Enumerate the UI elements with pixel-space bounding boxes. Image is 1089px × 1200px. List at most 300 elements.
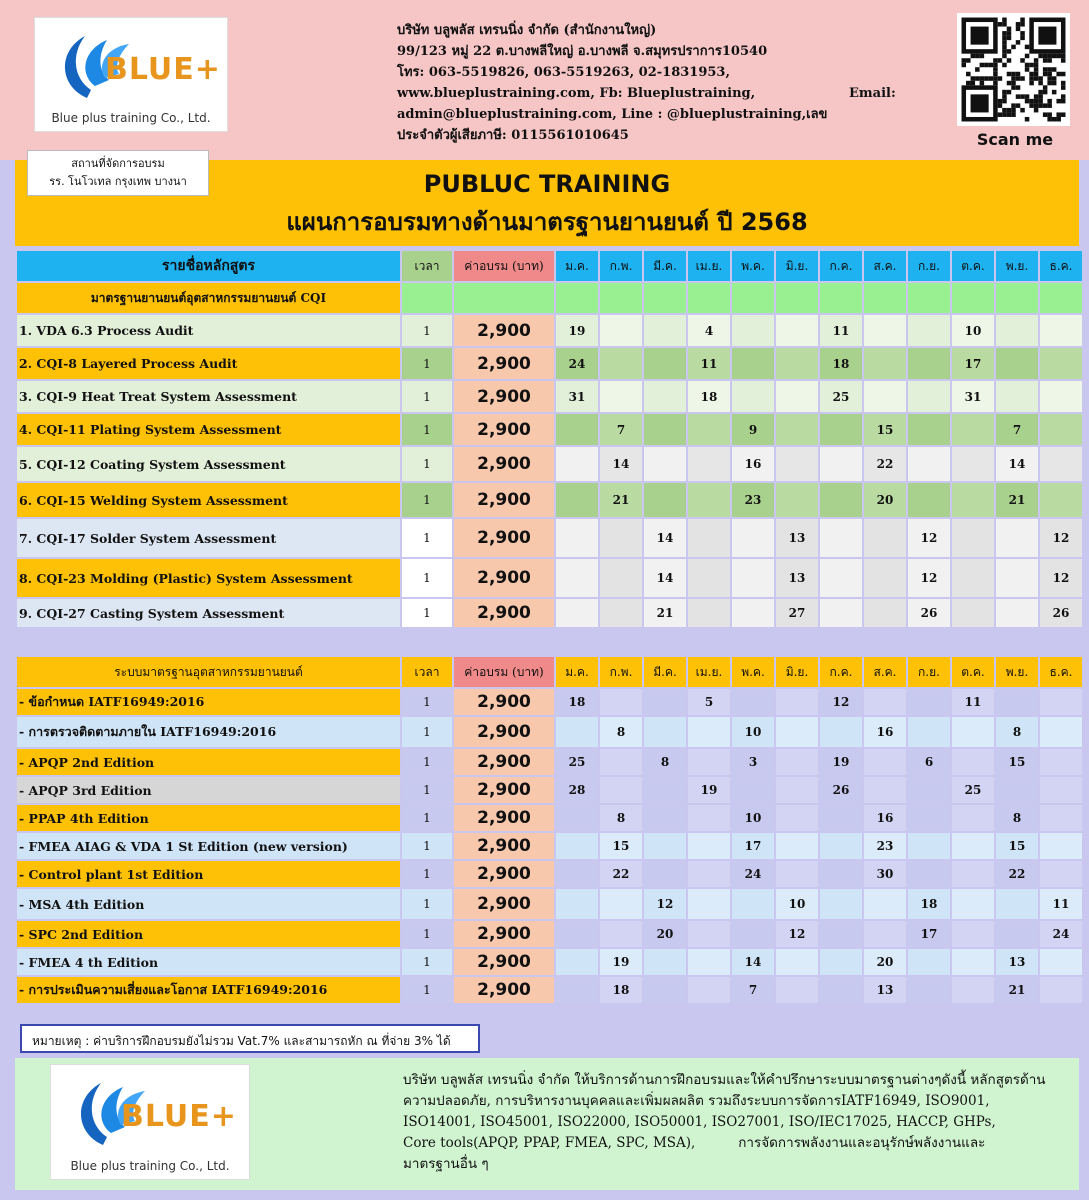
course-date	[644, 348, 686, 379]
course-price: 2,900	[454, 483, 554, 517]
course-date: 5	[688, 689, 730, 715]
scan-me-label: Scan me	[976, 130, 1054, 149]
course-date	[600, 559, 642, 597]
course-date: 13	[776, 559, 818, 597]
qr-code[interactable]	[957, 13, 1070, 126]
course-date	[1040, 717, 1082, 747]
section-header-row	[17, 657, 1082, 687]
course-date	[996, 599, 1038, 627]
course-time: 1	[402, 833, 452, 859]
column-header-month: ม.ค.	[556, 251, 598, 281]
course-date	[820, 861, 862, 887]
company-address	[397, 20, 917, 146]
course-date: 14	[600, 447, 642, 481]
course-date: 22	[600, 861, 642, 887]
course-date	[1040, 689, 1082, 715]
course-date	[556, 889, 598, 919]
table-row	[17, 689, 1082, 715]
table-row	[17, 805, 1082, 831]
course-date: 15	[864, 414, 906, 445]
qr-code-icon	[957, 13, 1070, 126]
course-date	[952, 447, 994, 481]
course-date: 20	[644, 921, 686, 947]
table-row	[17, 749, 1082, 775]
course-time: 1	[402, 519, 452, 557]
course-date	[688, 805, 730, 831]
course-date: 23	[732, 483, 774, 517]
course-date	[688, 889, 730, 919]
column-header-month: พ.ค.	[732, 657, 774, 687]
course-date	[864, 315, 906, 346]
course-date: 17	[952, 348, 994, 379]
course-date: 8	[996, 805, 1038, 831]
course-date: 8	[600, 805, 642, 831]
course-name: - MSA 4th Edition	[17, 889, 400, 919]
course-date	[600, 315, 642, 346]
course-date: 13	[864, 977, 906, 1003]
company-logo	[34, 17, 228, 132]
course-date	[1040, 949, 1082, 975]
course-time: 1	[402, 889, 452, 919]
course-date	[908, 949, 950, 975]
section-filler-cell	[644, 283, 686, 313]
course-date: 8	[600, 717, 642, 747]
course-name: 1. VDA 6.3 Process Audit	[17, 315, 400, 346]
column-header-month: เม.ย.	[688, 657, 730, 687]
course-date: 18	[820, 348, 862, 379]
course-name: 3. CQI-9 Heat Treat System Assessment	[17, 381, 400, 412]
course-date	[776, 414, 818, 445]
table-row	[17, 717, 1082, 747]
page-subtitle: แผนการอบรมทางด้านมาตรฐานยานยนต์ ปี 2568	[286, 208, 808, 236]
course-date	[556, 559, 598, 597]
course-date	[820, 949, 862, 975]
course-date	[776, 749, 818, 775]
course-date	[732, 348, 774, 379]
course-date	[688, 949, 730, 975]
course-date	[644, 949, 686, 975]
cqi-schedule-table	[15, 249, 1084, 629]
footer-logo	[50, 1064, 250, 1180]
course-date	[820, 559, 862, 597]
course-date: 20	[864, 949, 906, 975]
course-date	[556, 599, 598, 627]
tax-id-line: ประจำตัวผู้เสียภาษี: 0115561010645	[397, 128, 629, 143]
course-date	[644, 447, 686, 481]
course-name: - SPC 2nd Edition	[17, 921, 400, 947]
course-date	[600, 381, 642, 412]
course-date: 14	[644, 559, 686, 597]
course-date: 12	[776, 921, 818, 947]
course-date: 7	[732, 977, 774, 1003]
course-date	[996, 381, 1038, 412]
section-filler-cell	[864, 283, 906, 313]
section-filler-cell	[688, 283, 730, 313]
table-row	[17, 414, 1082, 445]
course-date: 12	[908, 519, 950, 557]
course-name: 2. CQI-8 Layered Process Audit	[17, 348, 400, 379]
course-date: 23	[864, 833, 906, 859]
course-date: 24	[556, 348, 598, 379]
table-row	[17, 381, 1082, 412]
course-date	[556, 921, 598, 947]
course-date	[996, 519, 1038, 557]
course-date	[908, 348, 950, 379]
course-date	[820, 889, 862, 919]
column-header-month: ก.ค.	[820, 657, 862, 687]
course-date	[732, 559, 774, 597]
company-footer	[15, 1058, 1079, 1190]
column-header-month: มี.ค.	[644, 251, 686, 281]
email-label: Email:	[849, 86, 896, 101]
course-date	[908, 315, 950, 346]
course-date	[820, 519, 862, 557]
course-date	[776, 949, 818, 975]
course-name: - ข้อกำหนด IATF16949:2016	[17, 689, 400, 715]
table-row	[17, 519, 1082, 557]
course-date	[996, 921, 1038, 947]
course-date	[556, 483, 598, 517]
course-price: 2,900	[454, 861, 554, 887]
course-date: 22	[996, 861, 1038, 887]
course-date	[776, 861, 818, 887]
column-header-month: พ.ค.	[732, 251, 774, 281]
table-row	[17, 483, 1082, 517]
course-date	[600, 348, 642, 379]
course-date: 19	[600, 949, 642, 975]
column-header-month: ม.ค.	[556, 657, 598, 687]
course-date	[820, 921, 862, 947]
course-date	[952, 977, 994, 1003]
course-date	[996, 777, 1038, 803]
course-date: 24	[1040, 921, 1082, 947]
logo-company-name: Blue plus training Co., Ltd.	[70, 1159, 230, 1173]
course-date: 11	[820, 315, 862, 346]
course-date	[820, 833, 862, 859]
course-date: 12	[1040, 519, 1082, 557]
logo-wordmark: BLUE+	[105, 52, 221, 87]
table-row	[17, 833, 1082, 859]
course-name: - APQP 2nd Edition	[17, 749, 400, 775]
course-date	[952, 805, 994, 831]
column-header-month: พ.ย.	[996, 657, 1038, 687]
course-date	[952, 949, 994, 975]
course-date	[688, 749, 730, 775]
course-date	[644, 805, 686, 831]
email-link[interactable]: admin@blueplustraining.com, Line : @blueplustraining,เลข	[397, 107, 828, 122]
course-date: 14	[644, 519, 686, 557]
course-date: 8	[644, 749, 686, 775]
course-date: 11	[688, 348, 730, 379]
course-time: 1	[402, 559, 452, 597]
course-date	[996, 889, 1038, 919]
course-date: 17	[908, 921, 950, 947]
course-date	[1040, 805, 1082, 831]
course-time: 1	[402, 381, 452, 412]
automotive-schedule-table	[15, 655, 1084, 1005]
course-date	[820, 977, 862, 1003]
course-date	[864, 889, 906, 919]
course-date: 26	[820, 777, 862, 803]
footer-line: มาตรฐานอื่น ๆ	[403, 1156, 489, 1172]
course-date: 10	[952, 315, 994, 346]
course-date	[556, 519, 598, 557]
course-date: 28	[556, 777, 598, 803]
course-price: 2,900	[454, 519, 554, 557]
course-date	[1040, 749, 1082, 775]
column-header-month: เม.ย.	[688, 251, 730, 281]
course-date: 16	[864, 717, 906, 747]
course-price: 2,900	[454, 381, 554, 412]
footer-description	[403, 1070, 1073, 1175]
course-time: 1	[402, 348, 452, 379]
logo-wordmark: BLUE+	[121, 1099, 237, 1134]
section-filler-cell	[1040, 283, 1082, 313]
course-date	[776, 381, 818, 412]
course-date	[864, 777, 906, 803]
course-date	[732, 381, 774, 412]
course-date	[1040, 381, 1082, 412]
column-header-month: ธ.ค.	[1040, 657, 1082, 687]
course-date: 11	[952, 689, 994, 715]
course-date	[732, 599, 774, 627]
course-date	[1040, 777, 1082, 803]
course-date	[732, 921, 774, 947]
column-header-month: ส.ค.	[864, 251, 906, 281]
course-date	[776, 447, 818, 481]
course-price: 2,900	[454, 777, 554, 803]
course-date	[864, 921, 906, 947]
course-date: 7	[600, 414, 642, 445]
course-date	[556, 861, 598, 887]
course-date	[908, 977, 950, 1003]
course-date	[644, 381, 686, 412]
course-date	[776, 348, 818, 379]
course-name: - Control plant 1st Edition	[17, 861, 400, 887]
course-date: 18	[556, 689, 598, 715]
course-date	[1040, 861, 1082, 887]
course-date	[996, 348, 1038, 379]
course-date	[644, 689, 686, 715]
course-date	[776, 805, 818, 831]
venue-label: สถานที่จัดการอบรม	[71, 157, 165, 170]
column-header-month: ธ.ค.	[1040, 251, 1082, 281]
course-date	[776, 689, 818, 715]
course-date	[732, 315, 774, 346]
course-date: 18	[908, 889, 950, 919]
table-row	[17, 949, 1082, 975]
section-filler-cell	[600, 283, 642, 313]
table-row	[17, 447, 1082, 481]
course-price: 2,900	[454, 414, 554, 445]
course-date	[688, 483, 730, 517]
address-line: 99/123 หมู่ 22 ต.บางพลีใหญ่ อ.บางพลี จ.สมุทรปราการ10540	[397, 44, 768, 59]
course-price: 2,900	[454, 889, 554, 919]
footer-line: ความปลอดภัย, การบริหารงานบุคคลและเพิ่มผลผลิต รวมถึงระบบการจัดการIATF16949, ISO9001,	[403, 1093, 990, 1109]
course-date	[556, 949, 598, 975]
course-date	[952, 414, 994, 445]
table-row	[17, 889, 1082, 919]
course-name: 5. CQI-12 Coating System Assessment	[17, 447, 400, 481]
course-date	[688, 559, 730, 597]
section-filler-cell	[776, 283, 818, 313]
course-time: 1	[402, 447, 452, 481]
course-date	[908, 447, 950, 481]
course-date: 12	[644, 889, 686, 919]
course-time: 1	[402, 483, 452, 517]
course-date: 30	[864, 861, 906, 887]
course-date	[1040, 414, 1082, 445]
course-date	[644, 861, 686, 887]
course-date	[820, 414, 862, 445]
course-date	[556, 447, 598, 481]
course-date	[556, 977, 598, 1003]
course-name: 9. CQI-27 Casting System Assessment	[17, 599, 400, 627]
course-date	[864, 559, 906, 597]
course-time: 1	[402, 777, 452, 803]
column-header-price: ค่าอบรม (บาท)	[454, 251, 554, 281]
column-header-month: มิ.ย.	[776, 251, 818, 281]
course-date: 6	[908, 749, 950, 775]
course-date	[908, 861, 950, 887]
course-date: 15	[996, 833, 1038, 859]
footer-line: Core tools(APQP, PPAP, FMEA, SPC, MSA), การจัดการพลังงานและอนุรักษ์พลังงานและ	[403, 1135, 986, 1151]
course-date: 25	[952, 777, 994, 803]
course-price: 2,900	[454, 599, 554, 627]
course-date	[996, 315, 1038, 346]
course-time: 1	[402, 717, 452, 747]
course-date: 17	[732, 833, 774, 859]
course-name: 8. CQI-23 Molding (Plastic) System Assessment	[17, 559, 400, 597]
section-title: ระบบมาตรฐานอุตสาหกรรมยานยนต์	[17, 657, 400, 687]
course-date: 12	[1040, 559, 1082, 597]
course-date	[776, 777, 818, 803]
course-date	[908, 777, 950, 803]
course-date	[908, 717, 950, 747]
course-date	[600, 599, 642, 627]
course-date: 21	[600, 483, 642, 517]
course-date: 18	[600, 977, 642, 1003]
course-date	[864, 689, 906, 715]
course-date	[556, 805, 598, 831]
course-name: 6. CQI-15 Welding System Assessment	[17, 483, 400, 517]
course-date: 25	[820, 381, 862, 412]
course-date	[688, 861, 730, 887]
course-date: 12	[820, 689, 862, 715]
course-date	[864, 381, 906, 412]
table-row	[17, 348, 1082, 379]
course-date	[776, 717, 818, 747]
course-date: 25	[556, 749, 598, 775]
course-date	[644, 717, 686, 747]
course-date	[600, 889, 642, 919]
course-date	[864, 519, 906, 557]
course-date	[644, 315, 686, 346]
course-date: 22	[864, 447, 906, 481]
course-date: 13	[776, 519, 818, 557]
course-date	[688, 717, 730, 747]
course-date	[644, 833, 686, 859]
course-date	[600, 749, 642, 775]
course-date: 9	[732, 414, 774, 445]
course-date	[996, 559, 1038, 597]
section-filler-cell	[454, 283, 554, 313]
course-date: 10	[732, 717, 774, 747]
course-date	[864, 749, 906, 775]
column-header-month: ต.ค.	[952, 657, 994, 687]
course-date: 13	[996, 949, 1038, 975]
course-date	[688, 414, 730, 445]
course-price: 2,900	[454, 348, 554, 379]
course-date: 31	[556, 381, 598, 412]
course-date	[688, 833, 730, 859]
course-date	[952, 749, 994, 775]
column-header-month: ต.ค.	[952, 251, 994, 281]
section-filler-cell	[820, 283, 862, 313]
course-name: - FMEA AIAG & VDA 1 St Edition (new version)	[17, 833, 400, 859]
course-date: 15	[600, 833, 642, 859]
course-time: 1	[402, 805, 452, 831]
website-link[interactable]: www.blueplustraining.com, Fb: Blueplustraining,	[397, 86, 756, 101]
course-price: 2,900	[454, 921, 554, 947]
course-date	[952, 559, 994, 597]
course-date	[644, 483, 686, 517]
course-date	[1040, 833, 1082, 859]
course-name: 7. CQI-17 Solder System Assessment	[17, 519, 400, 557]
column-header-month: ส.ค.	[864, 657, 906, 687]
section-filler-cell	[996, 283, 1038, 313]
course-time: 1	[402, 315, 452, 346]
course-price: 2,900	[454, 949, 554, 975]
course-date	[908, 805, 950, 831]
course-date	[688, 447, 730, 481]
course-time: 1	[402, 689, 452, 715]
course-time: 1	[402, 861, 452, 887]
course-time: 1	[402, 414, 452, 445]
course-date: 26	[908, 599, 950, 627]
column-header-month: ก.ย.	[908, 657, 950, 687]
course-date	[776, 833, 818, 859]
course-date: 19	[688, 777, 730, 803]
course-date: 27	[776, 599, 818, 627]
course-date: 4	[688, 315, 730, 346]
course-date	[952, 519, 994, 557]
course-date	[1040, 348, 1082, 379]
address-line: บริษัท บลูพลัส เทรนนิ่ง จำกัด (สำนักงานใหญ่)	[397, 23, 657, 38]
course-date: 31	[952, 381, 994, 412]
course-date: 21	[644, 599, 686, 627]
course-date	[908, 381, 950, 412]
column-header-time: เวลา	[402, 251, 452, 281]
section-filler-cell	[556, 283, 598, 313]
course-date	[644, 414, 686, 445]
course-date	[732, 689, 774, 715]
course-time: 1	[402, 599, 452, 627]
course-date: 10	[732, 805, 774, 831]
course-date: 12	[908, 559, 950, 597]
vat-note: หมายเหตุ : ค่าบริการฝึกอบรมยังไม่รวม Vat.7% และสามารถหัก ณ ที่จ่าย 3% ได้	[20, 1024, 480, 1053]
course-price: 2,900	[454, 749, 554, 775]
course-date	[952, 861, 994, 887]
course-date	[1040, 315, 1082, 346]
course-date: 20	[864, 483, 906, 517]
course-date	[776, 315, 818, 346]
venue-name: รร. โนโวเทล กรุงเทพ บางนา	[49, 175, 187, 188]
course-date	[820, 599, 862, 627]
course-date	[600, 921, 642, 947]
course-date	[732, 777, 774, 803]
course-date: 3	[732, 749, 774, 775]
